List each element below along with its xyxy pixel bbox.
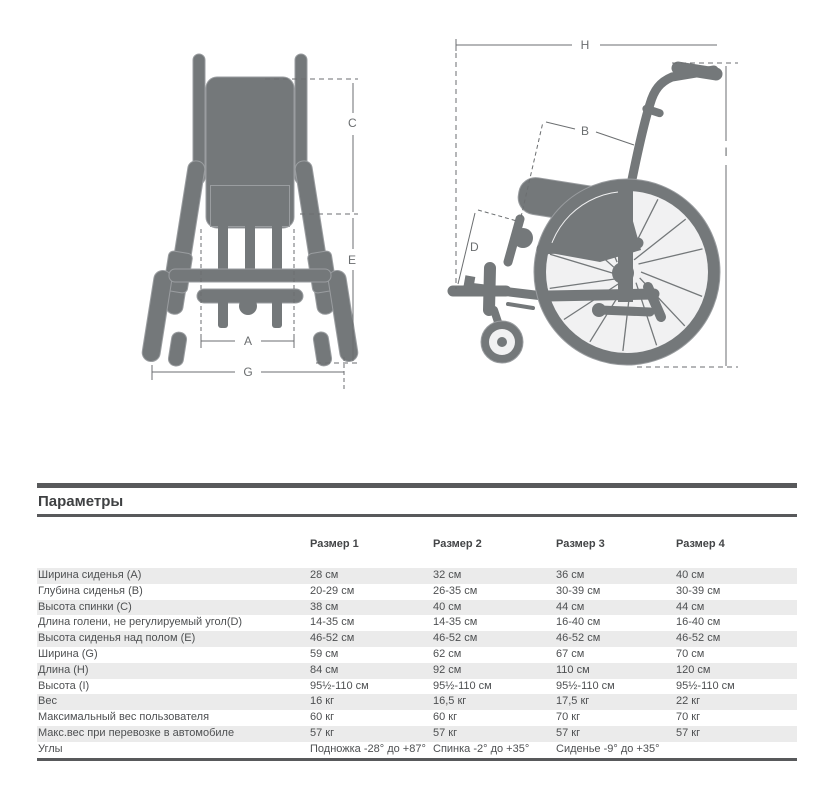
- table-header-row: [37, 536, 797, 552]
- param-label: Высота (I): [38, 679, 90, 692]
- param-value: 70 кг: [556, 711, 581, 724]
- param-value: 70 кг: [676, 711, 701, 724]
- param-value: 40 см: [433, 600, 462, 613]
- param-value: 84 см: [310, 663, 339, 676]
- param-value: 14-35 см: [433, 616, 478, 629]
- dim-label-c: C: [348, 116, 357, 130]
- param-value: 44 см: [676, 600, 705, 613]
- param-label: Максимальный вес пользователя: [38, 711, 210, 724]
- param-value: 59 см: [310, 647, 339, 660]
- param-value: 30-39 см: [556, 584, 601, 597]
- param-value: 67 см: [556, 647, 585, 660]
- param-value: 95½-110 см: [556, 679, 615, 692]
- param-value: 46-52 см: [556, 632, 601, 645]
- table-row: [37, 600, 797, 616]
- table-body: [37, 568, 797, 758]
- param-value: Сиденье -9° до +35°: [556, 742, 660, 755]
- dim-label-d: D: [470, 240, 479, 254]
- column-header-spacer: [37, 536, 309, 552]
- param-value: 30-39 см: [676, 584, 721, 597]
- param-value: 40 см: [676, 569, 705, 581]
- dim-label-b: B: [580, 124, 590, 138]
- caster-right: [312, 331, 332, 367]
- param-value: 92 см: [433, 663, 462, 676]
- table-bottom-bar: [37, 758, 797, 761]
- param-value: 16-40 см: [676, 616, 721, 629]
- param-value: 38 см: [310, 600, 339, 613]
- wheel-left: [141, 269, 173, 363]
- table-row: [37, 647, 797, 663]
- param-label: Длина (H): [38, 663, 89, 676]
- parameters-section: [37, 483, 797, 761]
- param-value: 14-35 см: [310, 616, 355, 629]
- param-value: 17,5 кг: [556, 695, 590, 708]
- wheel-right: [327, 269, 359, 363]
- table-row: [37, 584, 797, 600]
- param-value: [675, 742, 797, 758]
- param-value: 62 см: [433, 647, 462, 660]
- param-value: 60 кг: [433, 711, 458, 724]
- param-label: Углы: [38, 742, 63, 755]
- dim-label-a: A: [243, 334, 253, 348]
- caster-left: [167, 331, 187, 367]
- crossbar: [169, 269, 331, 282]
- dim-label-i: I: [724, 145, 728, 159]
- param-label: Ширина (G): [38, 647, 98, 660]
- table-row: [37, 710, 797, 726]
- param-value: 70 см: [676, 647, 705, 660]
- column-header: Размер 3: [556, 538, 605, 550]
- wheelchair-front-view-icon: [141, 54, 359, 367]
- param-value: 57 кг: [433, 726, 458, 739]
- dim-label-g: G: [243, 365, 253, 379]
- column-header: Размер 2: [433, 538, 482, 550]
- title-underline: [37, 514, 797, 517]
- param-value: Подножка -28° до +87°: [310, 742, 426, 755]
- table-row: [37, 694, 797, 710]
- param-value: 16 кг: [310, 695, 335, 708]
- param-value: 46-52 см: [433, 632, 478, 645]
- param-value: 28 см: [310, 569, 339, 581]
- table-row: [37, 663, 797, 679]
- column-header: Размер 1: [310, 538, 359, 550]
- param-value: 26-35 см: [433, 584, 478, 597]
- param-value: 16-40 см: [556, 616, 601, 629]
- param-label: Длина голени, не регулируемый угол(D): [38, 616, 243, 629]
- wheelchair-side-view-icon: [453, 68, 720, 365]
- param-value: 20-29 см: [310, 584, 355, 597]
- param-value: 120 см: [676, 663, 711, 676]
- backrest: [206, 77, 294, 228]
- param-label: Высота сиденья над полом (E): [38, 632, 196, 645]
- dim-label-h: H: [580, 38, 590, 52]
- table-row: [37, 742, 797, 758]
- param-label: Глубина сиденья (B): [38, 584, 143, 597]
- param-value: 46-52 см: [310, 632, 355, 645]
- param-value: 57 кг: [310, 726, 335, 739]
- table-row: [37, 726, 797, 742]
- param-value: 60 кг: [310, 711, 335, 724]
- param-value: 57 кг: [556, 726, 581, 739]
- armrest-knob: [513, 228, 533, 248]
- param-label: Макс.вес при перевозке в автомобиле: [38, 726, 235, 739]
- table-row: [37, 615, 797, 631]
- column-header: Размер 4: [676, 538, 725, 550]
- param-value: 110 см: [556, 663, 590, 676]
- table-row: [37, 568, 797, 584]
- param-value: 95½-110 см: [310, 679, 369, 692]
- param-value: 16,5 кг: [433, 695, 467, 708]
- param-label: Высота спинки (C): [38, 600, 132, 613]
- wheel-hub: [612, 262, 634, 284]
- param-value: 22 кг: [676, 695, 701, 708]
- param-value: 32 см: [433, 569, 462, 581]
- param-value: 95½-110 см: [433, 679, 492, 692]
- param-value: 36 см: [556, 569, 585, 581]
- param-value: 44 см: [556, 600, 585, 613]
- handle-grip: [678, 68, 716, 74]
- param-value: 95½-110 см: [676, 679, 735, 692]
- param-value: 46-52 см: [676, 632, 721, 645]
- param-label: Ширина сиденья (А): [38, 569, 142, 581]
- param-label: Вес: [38, 695, 57, 708]
- param-value: 57 кг: [676, 726, 701, 739]
- param-value: Спинка -2° до +35°: [433, 742, 530, 755]
- table-row: [37, 631, 797, 647]
- section-title: Параметры: [38, 493, 124, 510]
- dim-label-e: E: [348, 253, 357, 267]
- table-row: [37, 679, 797, 695]
